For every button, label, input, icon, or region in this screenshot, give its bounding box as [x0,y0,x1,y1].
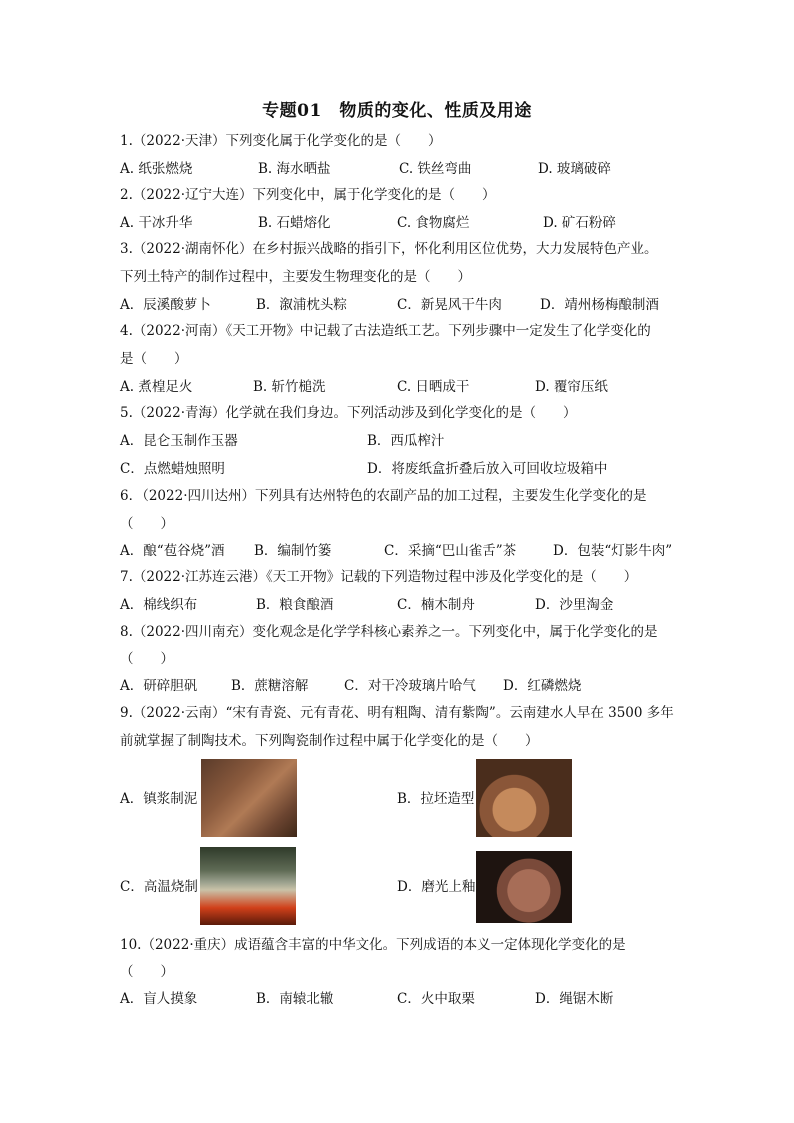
question-6-option-d: D．包装“灯影牛肉” [553,543,673,559]
question-5-option-a: A．昆仑玉制作玉器 [120,433,238,449]
question-7-option-c: C．楠木制舟 [397,597,475,613]
question-8-option-c: C．对干冷玻璃片哈气 [344,678,476,694]
question-8-option-b: B．蔗糖溶解 [231,678,309,694]
question-6-option-b: B．编制竹篓 [254,543,332,559]
question-4-option-d: D. 覆帘压纸 [535,379,608,395]
question-9-option-b: B．拉坯造型 [397,791,475,807]
question-4-option-c: C. 日晒成干 [397,379,470,395]
question-7-option-a: A．棉线织布 [120,597,198,613]
question-8-option-d: D．红磷燃烧 [503,678,582,694]
question-4-option-a: A. 煮楻足火 [120,379,193,395]
question-1-option-a: A. 纸张燃烧 [120,161,193,177]
question-10-stem-line2: （ ） [120,964,174,980]
question-3-option-c: C．新晃风干牛肉 [397,297,502,313]
question-10-stem-line1: 10.（2022·重庆）成语蕴含丰富的中华文化。下列成语的本义一定体现化学变化的是 [120,937,626,953]
question-6-option-c: C．采摘“巴山雀舌”茶 [384,543,517,559]
question-8-stem-line1: 8.（2022·四川南充）变化观念是化学学科核心素养之一。下列变化中，属于化学变化的是 [120,624,658,640]
question-9-option-c: C．高温烧制 [120,879,198,895]
question-6-stem-line2: （ ） [120,516,174,532]
question-6-stem-line1: 6．（2022·四川达州）下列具有达州特色的农副产品的加工过程，主要发生化学变化的是 [120,488,647,504]
question-4-stem-line1: 4.（2022·河南）《天工开物》中记载了古法造纸工艺。下列步骤中一定发生了化学变化的 [120,323,651,339]
question-10-option-b: B．南辕北辙 [256,991,334,1007]
question-8-stem-line2: （ ） [120,651,174,667]
question-10-option-c: C．火中取栗 [397,991,475,1007]
question-9-stem-line1: 9.（2022·云南）“宋有青瓷、元有青花、明有粗陶、清有紫陶”。云南建水人早在 3500 多年 [120,705,674,721]
question-7-option-d: D．沙里淘金 [535,597,614,613]
question-5-stem: 5.（2022·青海）化学就在我们身边。下列活动涉及到化学变化的是（ ） [120,405,577,421]
question-10-option-a: A．盲人摸象 [120,991,198,1007]
question-2-stem: 2.（2022·辽宁大连）下列变化中，属于化学变化的是（ ） [120,187,496,203]
polishing-glaze-photo [476,851,572,923]
question-6-option-a: A．酿“苞谷烧”酒 [120,543,225,559]
question-7-stem: 7.（2022·江苏连云港）《天工开物》记载的下列造物过程中涉及化学变化的是（ ） [120,569,638,585]
question-1-option-d: D. 玻璃破碎 [538,161,611,177]
kiln-firing-photo [200,847,296,925]
page-title: 专题01 物质的变化、性质及用途 [262,101,532,121]
question-5-option-c: C．点燃蜡烛照明 [120,461,225,477]
question-5-option-d: D．将废纸盒折叠后放入可回收垃圾箱中 [367,461,608,477]
question-2-option-c: C. 食物腐烂 [397,215,470,231]
question-8-option-a: A．研碎胆矾 [120,678,198,694]
question-4-stem-line2: 是（ ） [120,351,188,367]
question-9-stem-line2: 前就掌握了制陶技术。下列陶瓷制作过程中属于化学变化的是（ ） [120,733,539,749]
question-5-option-b: B．西瓜榨汁 [367,433,445,449]
question-10-option-d: D．绳锯木断 [535,991,614,1007]
question-4-option-b: B. 斩竹槌洗 [253,379,326,395]
question-1-option-c: C. 铁丝弯曲 [399,161,472,177]
question-2-option-d: D. 矿石粉碎 [543,215,616,231]
question-3-stem-line1: 3.（2022·湖南怀化）在乡村振兴战略的指引下，怀化利用区位优势，大力发展特色产业。 [120,241,658,257]
question-3-option-a: A．辰溪酸萝卜 [120,297,211,313]
question-3-option-d: D．靖州杨梅酿制酒 [540,297,659,313]
question-2-option-b: B. 石蜡熔化 [258,215,331,231]
clay-kneading-photo [201,759,297,837]
question-9-option-d: D．磨光上釉 [397,879,476,895]
question-1-stem: 1.（2022·天津）下列变化属于化学变化的是（ ） [120,133,442,149]
question-7-option-b: B．粮食酿酒 [256,597,334,613]
pottery-wheel-photo [476,759,572,837]
question-1-option-b: B. 海水晒盐 [258,161,331,177]
question-9-option-a: A．镇浆制泥 [120,791,198,807]
question-3-option-b: B．溆浦枕头粽 [256,297,347,313]
question-3-stem-line2: 下列土特产的制作过程中，主要发生物理变化的是（ ） [120,269,471,285]
question-2-option-a: A. 干冰升华 [120,215,193,231]
